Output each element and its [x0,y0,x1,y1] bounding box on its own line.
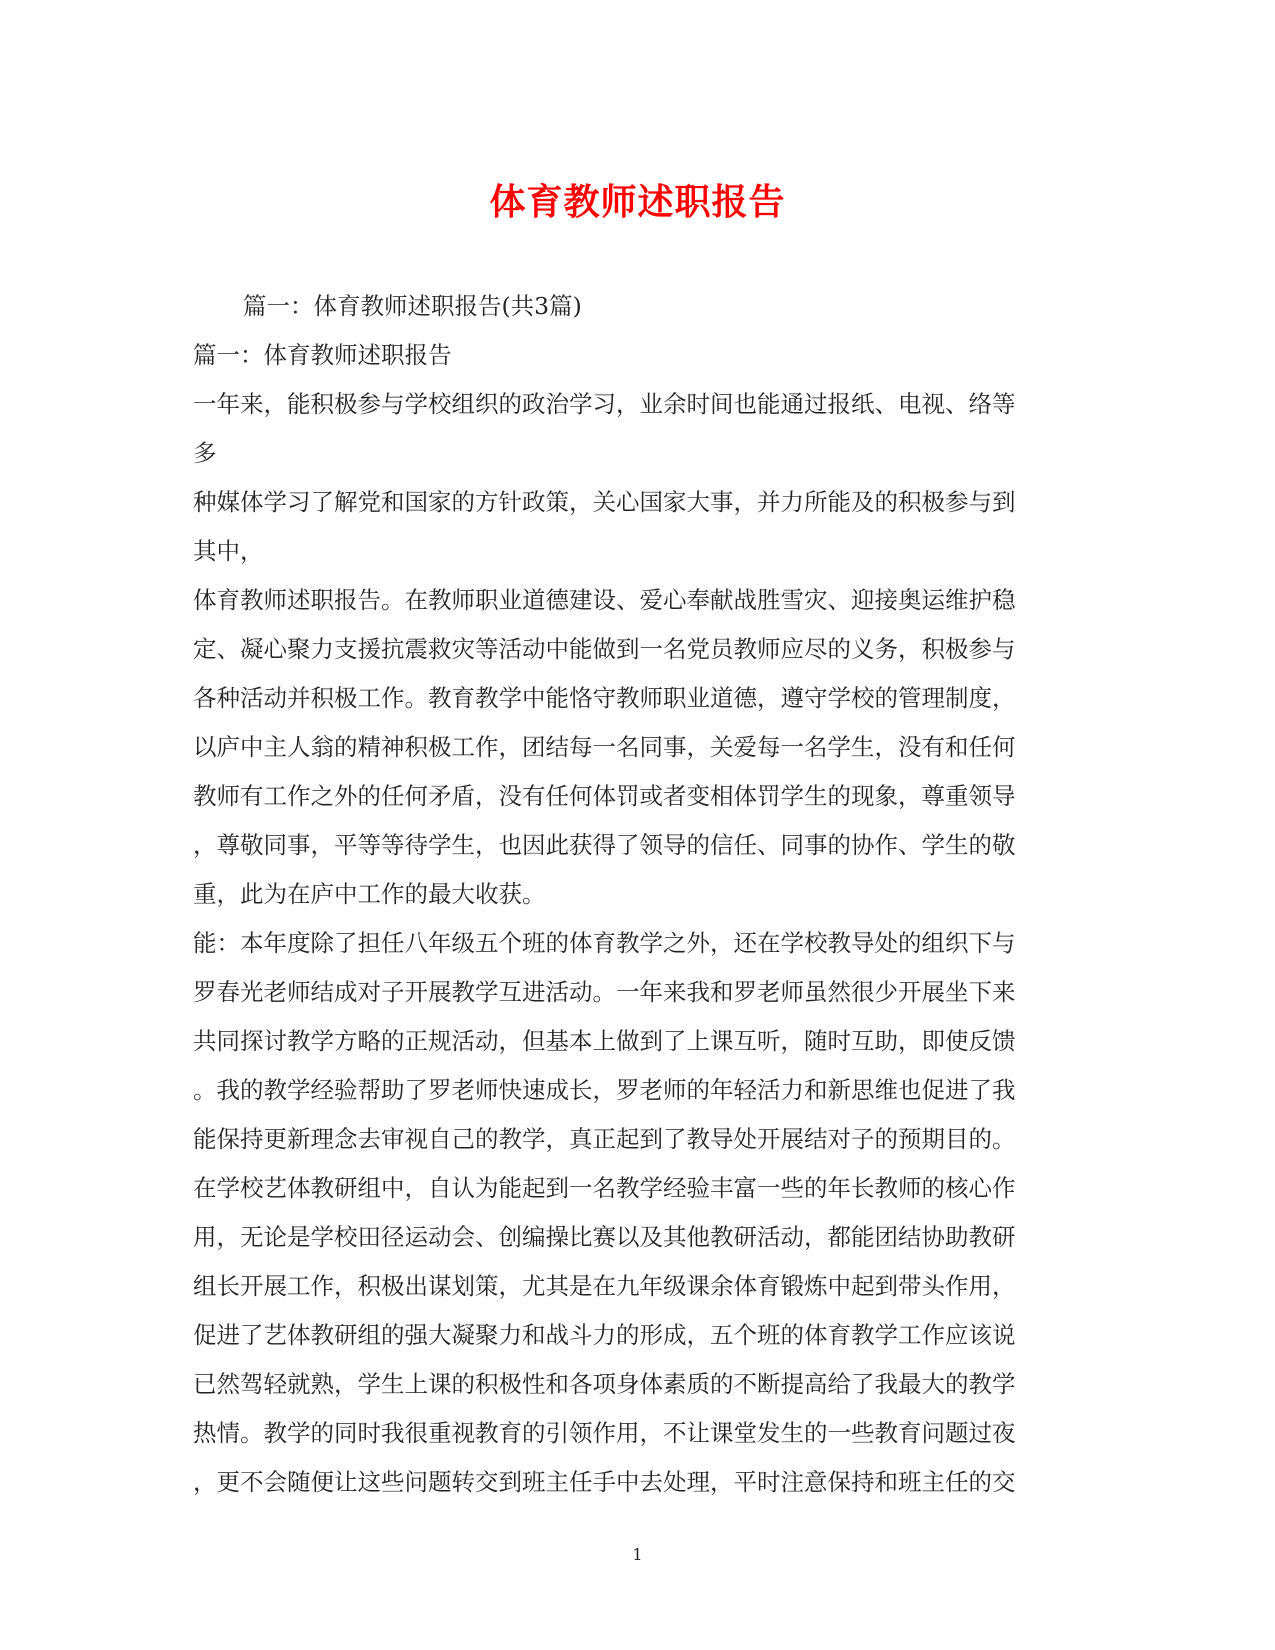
text-line: ，尊敬同事，平等等待学生，也因此获得了领导的信任、同事的协作、学生的敬 [193,831,1016,859]
text-line: 各种活动并积极工作。教育教学中能恪守教师职业道德，遵守学校的管理制度， [193,684,1016,712]
text-line: 一年来，能积极参与学校组织的政治学习，业余时间也能通过报纸、电视、络等 [193,390,1016,418]
text-line: 其中， [193,537,264,565]
text-line: 能：本年度除了担任八年级五个班的体育教学之外，还在学校教导处的组织下与 [193,929,1016,957]
text-line: 用，无论是学校田径运动会、创编操比赛以及其他教研活动，都能团结协助教研 [193,1223,1016,1251]
text-line: 在学校艺体教研组中，自认为能起到一名教学经验丰富一些的年长教师的核心作 [193,1174,1016,1202]
text-line: 重，此为在庐中工作的最大收获。 [193,880,546,908]
text-line: 种媒体学习了解党和国家的方针政策，关心国家大事，并力所能及的积极参与到 [193,488,1016,516]
text-line: ，更不会随便让这些问题转交到班主任手中去处理，平时注意保持和班主任的交 [193,1468,1016,1496]
text-line: 组长开展工作，积极出谋划策，尤其是在九年级课余体育锻炼中起到带头作用， [193,1272,1016,1300]
text-line: 教师有工作之外的任何矛盾，没有任何体罚或者变相体罚学生的现象，尊重领导 [193,782,1016,810]
text-line: 以庐中主人翁的精神积极工作，团结每一名同事，关爱每一名学生，没有和任何 [193,733,1016,761]
text-line: 热情。教学的同时我很重视教育的引领作用，不让课堂发生的一些教育问题过夜 [193,1419,1016,1447]
document-title: 体育教师述职报告 [489,181,786,223]
text-line: 罗春光老师结成对子开展教学互进活动。一年来我和罗老师虽然很少开展坐下来 [193,978,1016,1006]
text-line: 体育教师述职报告。在教师职业道德建设、爱心奉献战胜雪灾、迎接奥运维护稳 [193,586,1016,614]
text-line: 促进了艺体教研组的强大凝聚力和战斗力的形成，五个班的体育教学工作应该说 [193,1321,1016,1349]
text-line: 定、凝心聚力支援抗震救灾等活动中能做到一名党员教师应尽的义务，积极参与 [193,635,1016,663]
document-body [193,282,1081,1507]
page-number: 1 [632,1545,643,1564]
text-line: 篇一：体育教师述职报告 [193,341,452,369]
text-line: 共同探讨教学方略的正规活动，但基本上做到了上课互听，随时互助，即使反馈 [193,1027,1016,1055]
text-line: 能保持更新理念去审视自己的教学，真正起到了教导处开展结对子的预期目的。 [193,1125,1016,1153]
text-line: 多 [193,439,217,467]
text-line: 已然驾轻就熟，学生上课的积极性和各项身体素质的不断提高给了我最大的教学 [193,1370,1016,1398]
text-line: 篇一：体育教师述职报告(共3篇) [243,292,582,320]
text-line: 。我的教学经验帮助了罗老师快速成长，罗老师的年轻活力和新思维也促进了我 [193,1076,1016,1104]
